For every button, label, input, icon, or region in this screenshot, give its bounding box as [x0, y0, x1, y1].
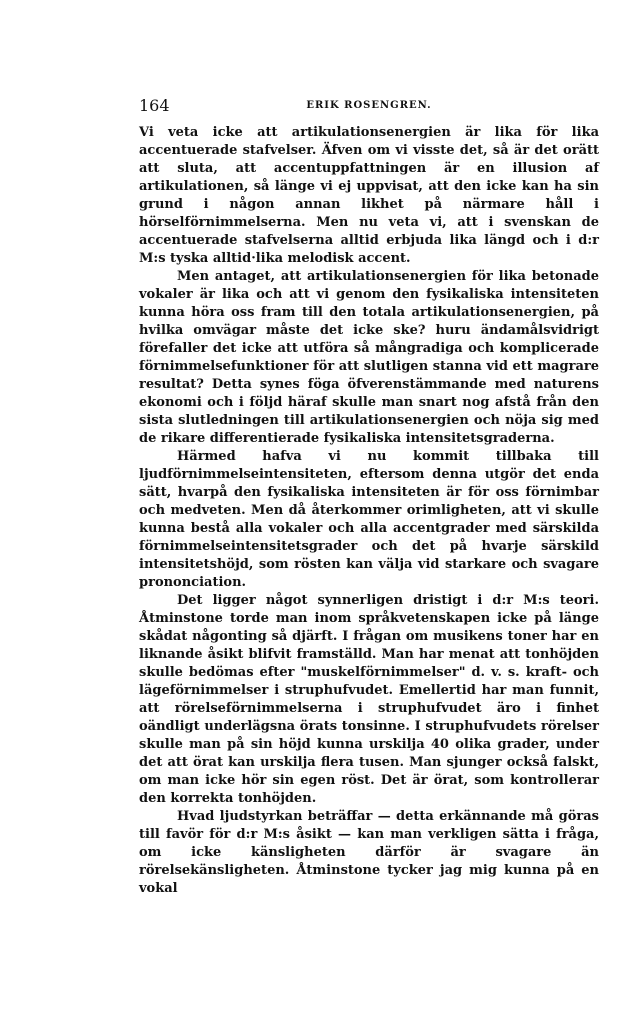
body-text — [139, 124, 599, 898]
paragraph-2: Men antaget, att artikulationsenergien för lika betonade vokaler är lika och att vi genom den fysikaliska intensiteten kunna höra oss fram till den totala artikulationsenergien, på hvilka omvägar måste det icke ske? huru ändamålsvidrigt förefaller det icke att utföra så mångradiga och komplicerade förnimmelsefunktioner för att slutligen stanna vid ett magrare resultat? Detta synes föga öfverenstämmande med naturens ekonomi och i följd häraf skulle man snart nog afstå från den sista slutledningen till artikulationsenergien och nöja sig med de rikare differentierade fysikaliska intensitetsgraderna. — [139, 269, 599, 446]
page-header — [139, 96, 599, 116]
page-number: 164 — [139, 96, 170, 115]
paragraph-3: Härmed hafva vi nu kommit tillbaka till ljudförnimmelseintensiteten, eftersom denna utgör det enda sätt, hvarpå den fysikaliska intensiteten är för oss förnimbar och medveten. Men då återkommer orimligheten, att vi skulle kunna bestå alla vokaler och alla accentgrader med särskilda förnimmelseintensitetsgrader och det på hvarje särskild intensitetshöjd, som rösten kan välja vid starkare och svagare prononciation. — [139, 449, 599, 590]
paragraph-4: Det ligger något synnerligen dristigt i d:r M:s teori. Åtminstone torde man inom språkvetenskapen icke på länge skådat någonting så djärft. I frågan om musikens toner har en liknande åsikt blifvit framställd. Man har menat att tonhöjden skulle bedömas efter "muskelförnimmelser" d. v. s. kraft- och lägeförnimmelser i struphufvudet. Emellertid har man funnit, att rörelseförnimmelserna i struphufvudet äro i finhet oändligt underlägsna örats tonsinne. I struphufvudets rörelser skulle man på sin höjd kunna urskilja 40 olika grader, under det att örat kan urskilja flera tusen. Man sjunger också falskt, om man icke hör sin egen röst. Det är örat, som kontrollerar den korrekta tonhöjden. — [139, 593, 599, 806]
running-title: ERIK ROSENGREN. — [306, 100, 432, 111]
paragraph-5: Hvad ljudstyrkan beträffar — detta erkännande må göras till favör för d:r M:s åsikt — kan man verkligen sätta i fråga, om icke känsligheten därför är svagare än rörelsekänsligheten. Åtminstone tycker jag mig kunna på en vokal — [139, 809, 599, 896]
paragraph-1: Vi veta icke att artikulationsenergien är lika för lika accentuerade stafvelser. Äfven om vi visste det, så är det orätt att sluta, att accentuppfattningen är en illusion af artikulationen, så länge vi ej uppvisat, att den icke kan ha sin grund i någon annan likhet på närmare håll i hörselförnimmelserna. Men nu veta vi, att i svenskan de accentuerade stafvelserna alltid erbjuda lika längd och i d:r M:s tyska alltid·lika melodisk accent. — [139, 125, 599, 266]
